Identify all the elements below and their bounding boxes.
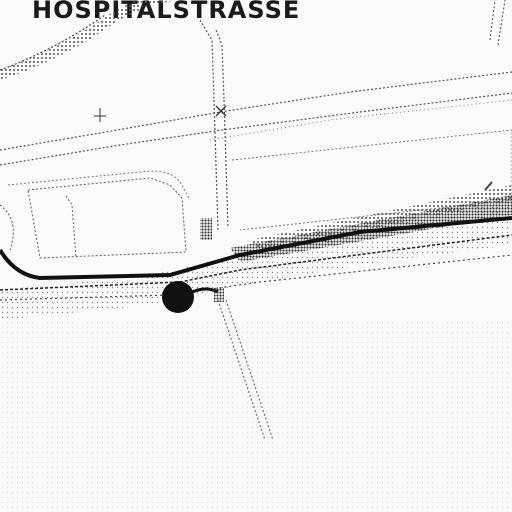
central-road-right-edge <box>224 100 228 228</box>
parcel-divider <box>66 196 76 258</box>
diagonal-road-inner-line <box>210 100 512 140</box>
parcel-outline <box>28 178 186 258</box>
cross-mark-center <box>216 106 226 116</box>
marker-structure <box>214 288 224 302</box>
right-edge-mark-top <box>490 0 495 40</box>
north-road-left-edge <box>200 20 214 100</box>
small-structure <box>200 218 212 240</box>
north-road-right-edge <box>216 30 224 100</box>
left-edge-curve <box>0 205 13 250</box>
diagonal-road-bottom-edge <box>0 93 512 165</box>
lower-paper-texture <box>0 320 512 512</box>
parcel-outer-edge <box>8 171 190 200</box>
right-edge-symbol <box>485 182 492 190</box>
location-marker[interactable] <box>162 281 194 313</box>
central-road-left-edge <box>214 100 218 230</box>
cross-mark-west <box>94 108 106 122</box>
street-label: HOSPITALSTRASSE <box>32 0 301 24</box>
right-edge-mark-top-2 <box>498 0 505 45</box>
